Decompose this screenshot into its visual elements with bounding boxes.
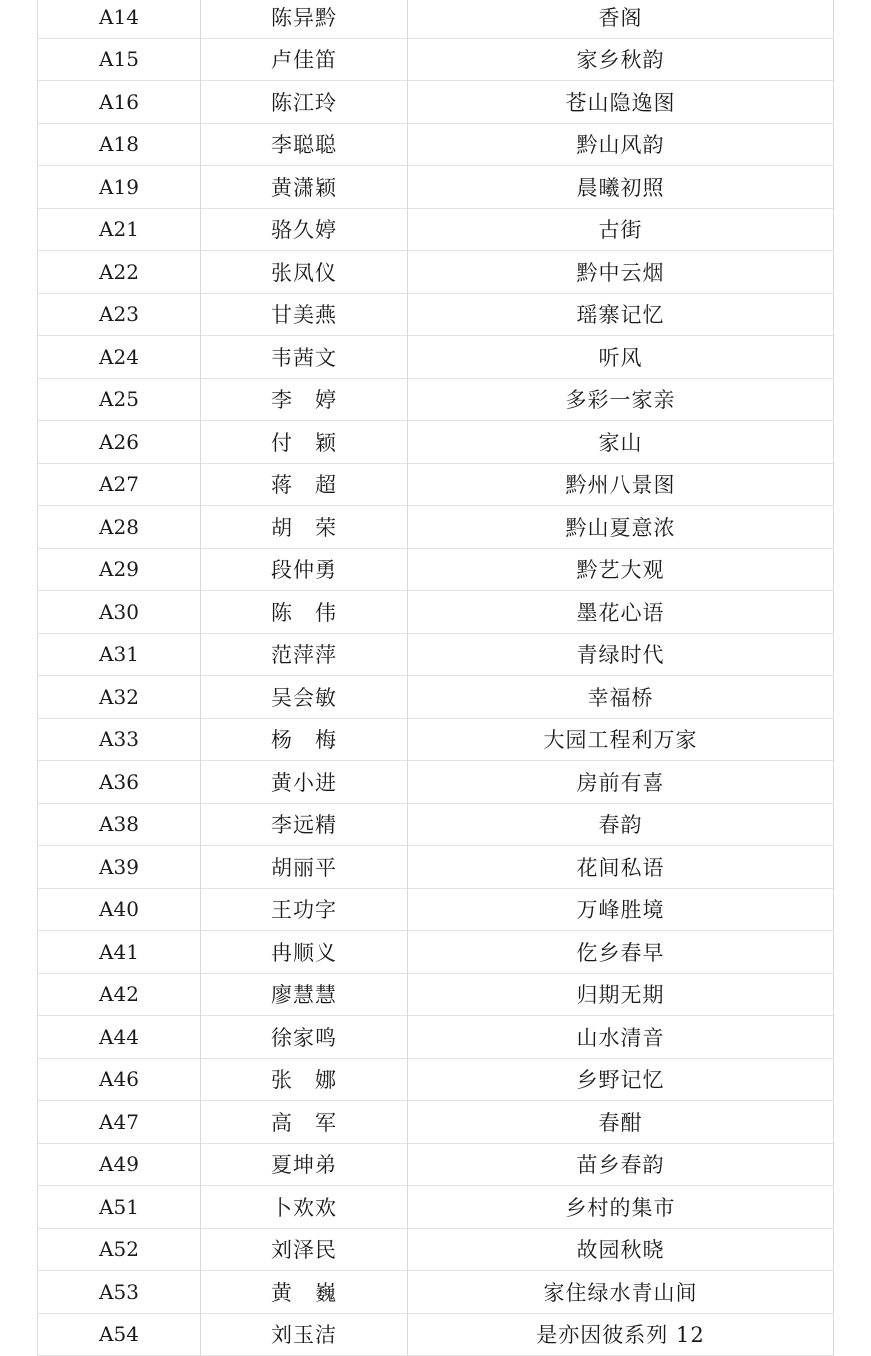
entry-id-cell: A41 [38, 931, 201, 974]
entry-id-cell: A53 [38, 1271, 201, 1314]
table-row [38, 718, 834, 761]
table-row [38, 251, 834, 294]
work-title-cell: 青绿时代 [408, 633, 834, 676]
work-title-cell: 墨花心语 [408, 591, 834, 634]
author-name-cell: 黄潇颖 [201, 166, 408, 209]
entry-id-cell: A24 [38, 336, 201, 379]
table-row [38, 633, 834, 676]
entry-id-cell: A16 [38, 81, 201, 124]
entry-id-cell: A39 [38, 846, 201, 889]
author-name-cell: 冉顺义 [201, 931, 408, 974]
table-row [38, 1313, 834, 1356]
entry-id-cell: A19 [38, 166, 201, 209]
author-name-cell: 陈异黔 [201, 0, 408, 38]
work-title-cell: 房前有喜 [408, 761, 834, 804]
work-title-cell: 故园秋晓 [408, 1228, 834, 1271]
table-row [38, 463, 834, 506]
entry-id-cell: A25 [38, 378, 201, 421]
author-name-cell: 黄小进 [201, 761, 408, 804]
author-name-cell: 杨 梅 [201, 718, 408, 761]
author-name-cell: 王功字 [201, 888, 408, 931]
author-name-cell: 蒋 超 [201, 463, 408, 506]
entry-id-cell: A15 [38, 38, 201, 81]
table-row [38, 548, 834, 591]
entry-id-cell: A29 [38, 548, 201, 591]
entries-table-body [38, 0, 834, 1356]
entry-id-cell: A44 [38, 1016, 201, 1059]
author-name-cell: 陈江玲 [201, 81, 408, 124]
work-title-cell: 仡乡春早 [408, 931, 834, 974]
table-row [38, 888, 834, 931]
table-row [38, 38, 834, 81]
author-name-cell: 廖慧慧 [201, 973, 408, 1016]
work-title-cell: 家乡秋韵 [408, 38, 834, 81]
entry-id-cell: A23 [38, 293, 201, 336]
entry-id-cell: A52 [38, 1228, 201, 1271]
work-title-cell: 归期无期 [408, 973, 834, 1016]
entry-id-cell: A30 [38, 591, 201, 634]
work-title-cell: 黔山风韵 [408, 123, 834, 166]
table-row [38, 208, 834, 251]
author-name-cell: 范萍萍 [201, 633, 408, 676]
author-name-cell: 刘泽民 [201, 1228, 408, 1271]
work-title-cell: 乡村的集市 [408, 1186, 834, 1229]
work-title-cell: 幸福桥 [408, 676, 834, 719]
work-title-cell: 山水清音 [408, 1016, 834, 1059]
author-name-cell: 张 娜 [201, 1058, 408, 1101]
table-row [38, 761, 834, 804]
author-name-cell: 付 颖 [201, 421, 408, 464]
author-name-cell: 胡 荣 [201, 506, 408, 549]
work-title-cell: 万峰胜境 [408, 888, 834, 931]
work-title-cell: 听风 [408, 336, 834, 379]
author-name-cell: 韦茜文 [201, 336, 408, 379]
table-row [38, 973, 834, 1016]
table-row [38, 378, 834, 421]
work-title-cell: 黔州八景图 [408, 463, 834, 506]
entries-table-wrapper [37, 0, 834, 1356]
author-name-cell: 李远精 [201, 803, 408, 846]
work-title-cell: 古街 [408, 208, 834, 251]
work-title-cell: 春酣 [408, 1101, 834, 1144]
entry-id-cell: A40 [38, 888, 201, 931]
table-row [38, 1228, 834, 1271]
author-name-cell: 夏坤弟 [201, 1143, 408, 1186]
work-title-cell: 黔山夏意浓 [408, 506, 834, 549]
table-row [38, 166, 834, 209]
author-name-cell: 甘美燕 [201, 293, 408, 336]
entry-id-cell: A42 [38, 973, 201, 1016]
author-name-cell: 李 婷 [201, 378, 408, 421]
entry-id-cell: A28 [38, 506, 201, 549]
entry-id-cell: A46 [38, 1058, 201, 1101]
work-title-cell: 家山 [408, 421, 834, 464]
work-title-cell: 乡野记忆 [408, 1058, 834, 1101]
table-row [38, 421, 834, 464]
entry-id-cell: A51 [38, 1186, 201, 1229]
entry-id-cell: A54 [38, 1313, 201, 1356]
entries-table [37, 0, 834, 1356]
entry-id-cell: A27 [38, 463, 201, 506]
work-title-cell: 大园工程利万家 [408, 718, 834, 761]
entry-id-cell: A26 [38, 421, 201, 464]
entry-id-cell: A33 [38, 718, 201, 761]
author-name-cell: 刘玉洁 [201, 1313, 408, 1356]
table-row [38, 846, 834, 889]
entry-id-cell: A47 [38, 1101, 201, 1144]
work-title-cell: 春韵 [408, 803, 834, 846]
entry-id-cell: A22 [38, 251, 201, 294]
table-row [38, 1143, 834, 1186]
work-title-cell: 家住绿水青山间 [408, 1271, 834, 1314]
author-name-cell: 张凤仪 [201, 251, 408, 294]
table-row [38, 1271, 834, 1314]
author-name-cell: 陈 伟 [201, 591, 408, 634]
work-title-cell: 黔艺大观 [408, 548, 834, 591]
author-name-cell: 骆久婷 [201, 208, 408, 251]
table-row [38, 1058, 834, 1101]
table-row [38, 591, 834, 634]
table-row [38, 1186, 834, 1229]
table-row [38, 1016, 834, 1059]
entry-id-cell: A32 [38, 676, 201, 719]
table-row [38, 81, 834, 124]
author-name-cell: 黄 巍 [201, 1271, 408, 1314]
author-name-cell: 段仲勇 [201, 548, 408, 591]
entry-id-cell: A14 [38, 0, 201, 38]
work-title-cell: 苍山隐逸图 [408, 81, 834, 124]
table-row [38, 803, 834, 846]
entry-id-cell: A49 [38, 1143, 201, 1186]
entry-id-cell: A36 [38, 761, 201, 804]
entry-id-cell: A18 [38, 123, 201, 166]
work-title-cell: 花间私语 [408, 846, 834, 889]
work-title-cell: 是亦因彼系列 12 [408, 1313, 834, 1356]
table-row [38, 123, 834, 166]
work-title-cell: 多彩一家亲 [408, 378, 834, 421]
table-row [38, 1101, 834, 1144]
author-name-cell: 卢佳笛 [201, 38, 408, 81]
work-title-cell: 苗乡春韵 [408, 1143, 834, 1186]
work-title-cell: 瑶寨记忆 [408, 293, 834, 336]
author-name-cell: 胡丽平 [201, 846, 408, 889]
table-row [38, 293, 834, 336]
work-title-cell: 香阁 [408, 0, 834, 38]
author-name-cell: 高 军 [201, 1101, 408, 1144]
entry-id-cell: A21 [38, 208, 201, 251]
work-title-cell: 晨曦初照 [408, 166, 834, 209]
author-name-cell: 吴会敏 [201, 676, 408, 719]
entry-id-cell: A31 [38, 633, 201, 676]
table-row [38, 0, 834, 38]
author-name-cell: 李聪聪 [201, 123, 408, 166]
work-title-cell: 黔中云烟 [408, 251, 834, 294]
entry-id-cell: A38 [38, 803, 201, 846]
table-row [38, 506, 834, 549]
table-row [38, 336, 834, 379]
author-name-cell: 卜欢欢 [201, 1186, 408, 1229]
table-row [38, 676, 834, 719]
table-row [38, 931, 834, 974]
author-name-cell: 徐家鸣 [201, 1016, 408, 1059]
